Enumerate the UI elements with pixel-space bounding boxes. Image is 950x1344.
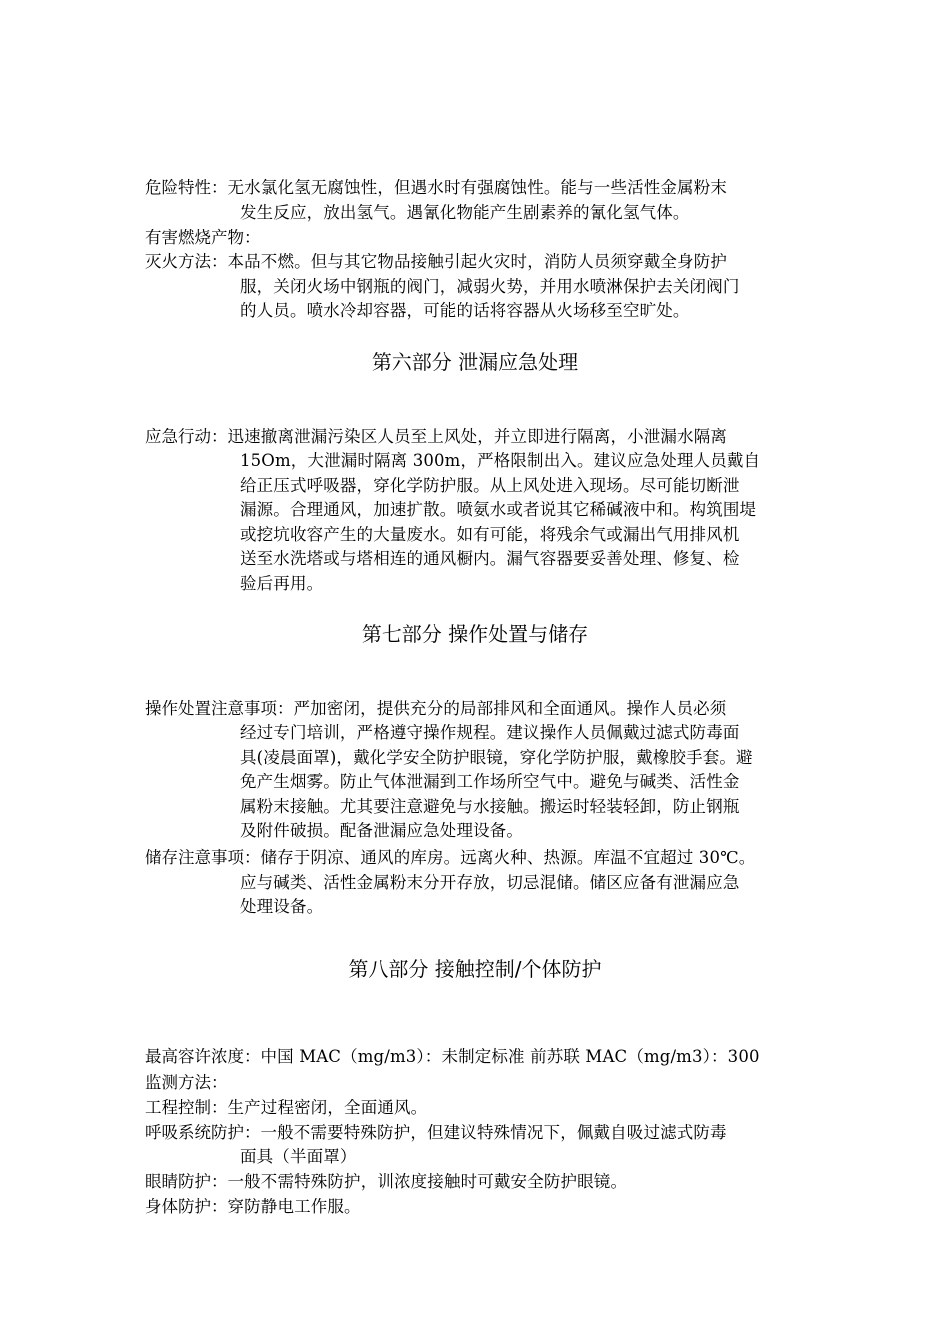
extinguish-row	[145, 250, 727, 274]
respiratory-row	[145, 1121, 727, 1145]
handling-line: 及附件破损。配备泄漏应急处理设备。	[240, 821, 524, 840]
body-label: 身体防护：	[145, 1197, 228, 1216]
hazard-text-line: 无水氯化氢无腐蚀性，但遇水时有强腐蚀性。能与一些活性金属粉末	[227, 178, 727, 197]
eye-label: 眼睛防护：	[145, 1172, 228, 1191]
emergency-action-line: 验后再用。	[240, 574, 324, 593]
respiratory-label: 呼吸系统防护：	[145, 1123, 261, 1142]
storage-label: 储存注意事项：	[145, 848, 261, 867]
storage-line: 储存于阴凉、通风的库房。远离火种、热源。库温不宜超过 30℃。	[260, 848, 756, 867]
handling-line: 具(凌晨面罩)，戴化学安全防护眼镜，穿化学防护服，戴橡胶手套。避	[240, 748, 753, 767]
engineering-row	[145, 1096, 427, 1120]
emergency-action-row	[145, 425, 727, 449]
storage-line: 处理设备。	[240, 897, 324, 916]
emergency-action-line: 15Om，大泄漏时隔离 300m，严格限制出入。建议应急处理人员戴自	[240, 451, 761, 470]
monitor-label: 监测方法：	[145, 1073, 228, 1092]
eye-row	[145, 1170, 627, 1194]
engineering-label: 工程控制：	[145, 1098, 228, 1117]
handling-label: 操作处置注意事项：	[145, 699, 294, 718]
section6-title: 第六部分 泄漏应急处理	[371, 350, 579, 374]
body-text: 穿防静电工作服。	[227, 1197, 361, 1216]
handling-line: 属粉末接触。尤其要注意避免与水接触。搬运时轻装轻卸，防止钢瓶	[240, 797, 740, 816]
body-row	[145, 1195, 361, 1219]
extinguish-text-line: 本品不燃。但与其它物品接触引起火灾时，消防人员须穿戴全身防护	[227, 252, 727, 271]
extinguish-text-line: 的人员。喷水冷却容器，可能的话将容器从火场移至空旷处。	[240, 301, 690, 320]
extinguish-label: 灭火方法：	[145, 252, 228, 271]
extinguish-text-line: 服，关闭火场中钢瓶的阀门，减弱火势，并用水喷淋保护去关闭阀门	[240, 277, 740, 296]
eye-text: 一般不需特殊防护，训浓度接触时可戴安全防护眼镜。	[227, 1172, 628, 1191]
section7-title: 第七部分 操作处置与储存	[361, 622, 589, 646]
engineering-text: 生产过程密闭，全面通风。	[227, 1098, 428, 1117]
emergency-action-line: 给正压式呼吸器，穿化学防护服。从上风处进入现场。尽可能切断泄	[240, 476, 740, 495]
emergency-action-line: 迅速撤离泄漏污染区人员至上风处，并立即进行隔离，小泄漏水隔离	[227, 427, 727, 446]
emergency-action-line: 或挖坑收容产生的大量废水。如有可能，将残余气或漏出气用排风机	[240, 525, 740, 544]
handling-line: 经过专门培训，严格遵守操作规程。建议操作人员佩戴过滤式防毒面	[240, 723, 740, 742]
emergency-action-label: 应急行动：	[145, 427, 228, 446]
respiratory-line: 一般不需要特殊防护，但建议特殊情况下，佩戴自吸过滤式防毒	[260, 1123, 727, 1142]
storage-line: 应与碱类、活性金属粉末分开存放，切忌混储。储区应备有泄漏应急	[240, 873, 740, 892]
hazard-label: 危险特性：	[145, 178, 228, 197]
storage-row	[145, 846, 755, 870]
handling-line: 免产生烟雾。防止气体泄漏到工作场所空气中。避免与碱类、活性金	[240, 772, 740, 791]
section8-title: 第八部分 接触控制/个体防护	[348, 957, 602, 981]
hazard-text-line: 发生反应，放出氢气。遇氰化物能产生剧素养的氰化氢气体。	[240, 203, 690, 222]
handling-line: 严加密闭，提供充分的局部排风和全面通风。操作人员必须	[293, 699, 727, 718]
handling-row	[145, 697, 726, 721]
mac-row	[145, 1045, 760, 1069]
mac-text: 中国 MAC（mg/m3）：未制定标准 前苏联 MAC（mg/m3）：300	[260, 1047, 760, 1066]
combustion-label: 有害燃烧产物：	[145, 228, 261, 247]
hazard-row	[145, 176, 727, 200]
emergency-action-line: 送至水洗塔或与塔相连的通风橱内。漏气容器要妥善处理、修复、检	[240, 549, 740, 568]
emergency-action-line: 漏源。合理通风，加速扩散。喷氨水或者说其它稀碱液中和。构筑围堤	[240, 500, 757, 519]
respiratory-line: 面具（半面罩）	[240, 1147, 357, 1166]
mac-label: 最高容许浓度：	[145, 1047, 261, 1066]
